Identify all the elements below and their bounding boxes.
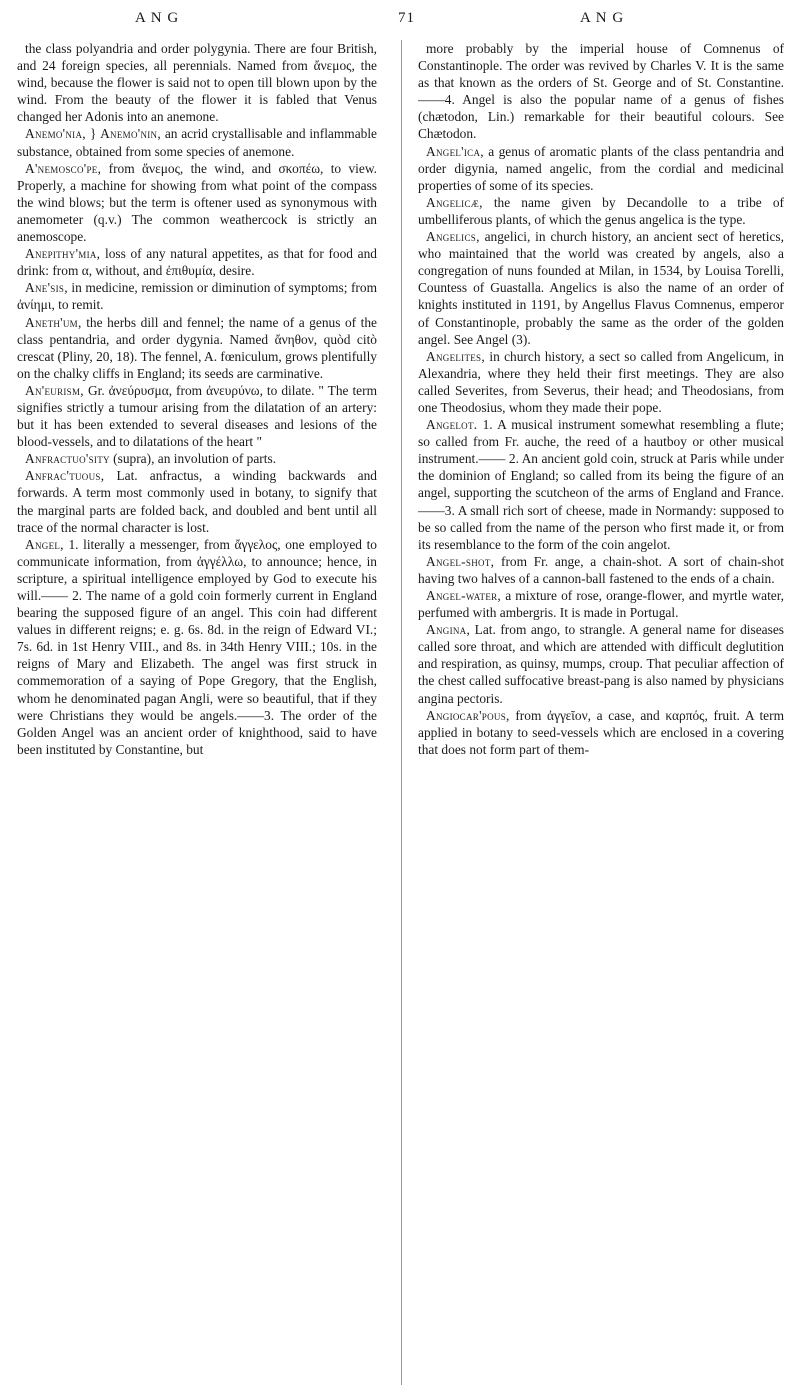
entry-headword: Ane'sis, — [25, 280, 68, 296]
entry-headword: Angel-shot, — [426, 553, 495, 569]
entry-headword: Angel'ica, — [426, 143, 484, 159]
entry-text: 1. A musical instrument somewhat resembling a flute; so called from Fr. auche, the reed of a hautboy or other musical instrument.—— 2. An ancient gold coin, struck at Paris while under the dominion of England; so called from its being the figure of an angel, supporting the scutcheon of the arms of England and France.——3. A small rich sort of cheese, made in Normandy: supposed to be so called from the name of the person who first made it, or from its resemblance to the form of the coin angelot. — [418, 417, 784, 552]
dictionary-entry — [17, 160, 377, 245]
entry-text: Gr. ἀνεύρυσμα, from ἀνευρύνω, to dilate. " The term signifies strictly a tumour arising from the dilatation of an artery: but it has been extended to several diseases and lesions of the blood-vessels, and to dilatations of the heart " — [17, 382, 377, 450]
page-number: 71 — [398, 10, 415, 26]
dictionary-entry — [418, 416, 784, 553]
entry-headword: Anfrac'tuous, — [25, 468, 105, 484]
dictionary-entry — [418, 194, 784, 228]
entry-text: a genus of aromatic plants of the class pentandria and order digynia, named angelic, from the cordial and medicinal properties of some of its species. — [418, 143, 784, 193]
entry-headword: Aneth'um, — [25, 314, 82, 330]
dictionary-entry — [418, 587, 784, 621]
dictionary-entry — [418, 228, 784, 348]
entry-text: loss of any natural appetites, as that for food and drink: from α, without, and ἐπιθυμία, desire. — [17, 246, 377, 279]
page-header — [0, 10, 800, 32]
running-head-left: A N G — [135, 10, 180, 26]
dictionary-entry — [17, 314, 377, 382]
entry-headword: An'eurism, — [25, 382, 84, 398]
entry-text: from ἀγγεῖον, a case, and καρπός, fruit. A term applied in botany to seed-vessels which are enclosed in a covering that does not form part of them- — [418, 707, 784, 757]
column-divider — [401, 40, 402, 1385]
entry-text: a mixture of rose, orange-flower, and myrtle water, perfumed with ambergris. It is made in Portugal. — [418, 588, 784, 621]
left-column — [17, 40, 377, 1390]
entry-text: (supra), an involution of parts. — [113, 451, 277, 467]
entry-headword: Anfractuo'sity — [25, 451, 110, 467]
entry-text: an acrid crystallisable and inflammable substance, obtained from some species of anemone. — [17, 126, 377, 159]
dictionary-entry — [17, 125, 377, 159]
dictionary-entry — [418, 143, 784, 194]
entry-headword: Angel-water, — [426, 588, 502, 603]
right-column — [418, 40, 784, 1390]
entry-text: in medicine, remission or diminution of symptoms; from ἀνίημι, to remit. — [17, 280, 377, 313]
entry-text: the name given by Decandolle to a tribe of umbelliferous plants, of which the genus angelica is the type. — [418, 194, 784, 227]
entry-text: Lat. anfractus, a winding backwards and forwards. A term most commonly used in botany, to signify that the marginal parts are folded back, and doubled and bent until all trace of the normal character is lost. — [17, 468, 377, 535]
dictionary-entry — [418, 40, 784, 143]
entry-headword: Anepithy'mia, — [25, 246, 101, 262]
dictionary-entry — [17, 40, 377, 125]
dictionary-entry — [17, 382, 377, 450]
entry-headword: A'nemosco'pe, — [25, 160, 102, 176]
entry-text: more probably by the imperial house of Comnenus of Constantinople. The order was revived by Charles V. It is the same as that known as the orders of St. George and of St. Constantine.——4. Angel is also the popular name of a genus of fishes (chætodon, Lin.) remarkable for their beautiful colours. See Chætodon. — [418, 41, 784, 142]
dictionary-entry — [17, 279, 377, 313]
entry-text: from ἄνεμος, the wind, and σκοπέω, to view. Properly, a machine for showing from what point of the compass the wind blows; but the term is oftener used as synonymous with anemometer (q.v.) The common weathercock is strictly an anemoscope. — [17, 160, 377, 245]
entry-text: angelici, in church history, an ancient sect of heretics, who maintained that the world was created by angels, also a congregation of nuns founded at Milan, in 1534, by Louisa Torelli, Countess of Guastalla. Angelics is also the name of an order of knights instituted in 1191, by Angellus Flavus Comnenus, emperor of Constantinople, probably the same as the order of the golden angel. See Angel (3). — [418, 229, 784, 347]
dictionary-entry — [418, 707, 784, 758]
entry-headword: Angel, — [25, 536, 64, 552]
dictionary-entry — [17, 450, 377, 467]
entry-text: from Fr. ange, a chain-shot. A sort of chain-shot having two halves of a cannon-ball fastened to the ends of a chain. — [418, 553, 784, 586]
dictionary-entry — [17, 467, 377, 535]
entry-headword: Anemo'nia, } Anemo'nin, — [25, 126, 162, 142]
entry-headword: Angelites, — [426, 348, 486, 364]
dictionary-entry — [418, 348, 784, 416]
entry-text: the herbs dill and fennel; the name of a genus of the class pentandria, and order dygynia. Named ἄνηθον, quòd citò crescat (Pliny, 20, 18). The fennel, A. fœniculum, grows plentifully on the chalky cliffs in England; its seeds are carminative. — [17, 314, 377, 381]
running-head-right: A N G — [580, 10, 625, 26]
entry-headword: Angina, — [426, 622, 471, 638]
entry-headword: Angelics, — [426, 229, 480, 245]
entry-text: 1. literally a messenger, from ἄγγελος, one employed to communicate information, from ἀγγέλλω, to announce; hence, in scripture, a spiritual intelligence employed by God to execute his will.—— 2. The name of a gold coin formerly current in England bearing the supposed figure of an angel. This coin had different values in different reigns; e. g. 6s. 8d. in the reign of Edward VI.; 7s. 6d. in 1st Henry VIII., and 8s. in 34th Henry VIII.; 10s. in the reigns of Mary and Elizabeth. The angel was first struck in commemoration of a saying of Pope Gregory, that the English, whom he denominated pagan Angli, were so beautiful, that if they were Christians they would be angels.——3. The order of the Golden Angel was an ancient order of knighthood, said to have been instituted by Constantine, but — [17, 536, 377, 757]
entry-text: Lat. from ango, to strangle. A general name for diseases called sore throat, and which are attended with difficult deglutition and respiration, as quinsy, mumps, croup. That peculiar affection of the chest called suffocative breast-pang is also named by physicians angina pectoris. — [418, 622, 784, 706]
dictionary-entry — [418, 621, 784, 706]
entry-headword: Angiocar'pous, — [426, 707, 510, 723]
dictionary-entry — [418, 553, 784, 587]
dictionary-entry — [17, 536, 377, 758]
entry-text: the class polyandria and order polygynia. There are four British, and 24 foreign species, all perennials. Named from ἄνεμος, the wind, because the flower is said not to open till blown upon by the wind. From the beauty of the flower it is fabled that Venus changed her Adonis into an anemone. — [17, 41, 377, 125]
entry-headword: Angelot. — [426, 417, 478, 433]
entry-headword: Angelicæ, — [426, 194, 483, 210]
dictionary-entry — [17, 245, 377, 279]
entry-text: in church history, a sect so called from Angelicum, in Alexandria, where they held their first meetings. They are also called Severites, from Severus, their head; and Theodosians, from one Theodosius, whom they made their pope. — [418, 348, 784, 415]
